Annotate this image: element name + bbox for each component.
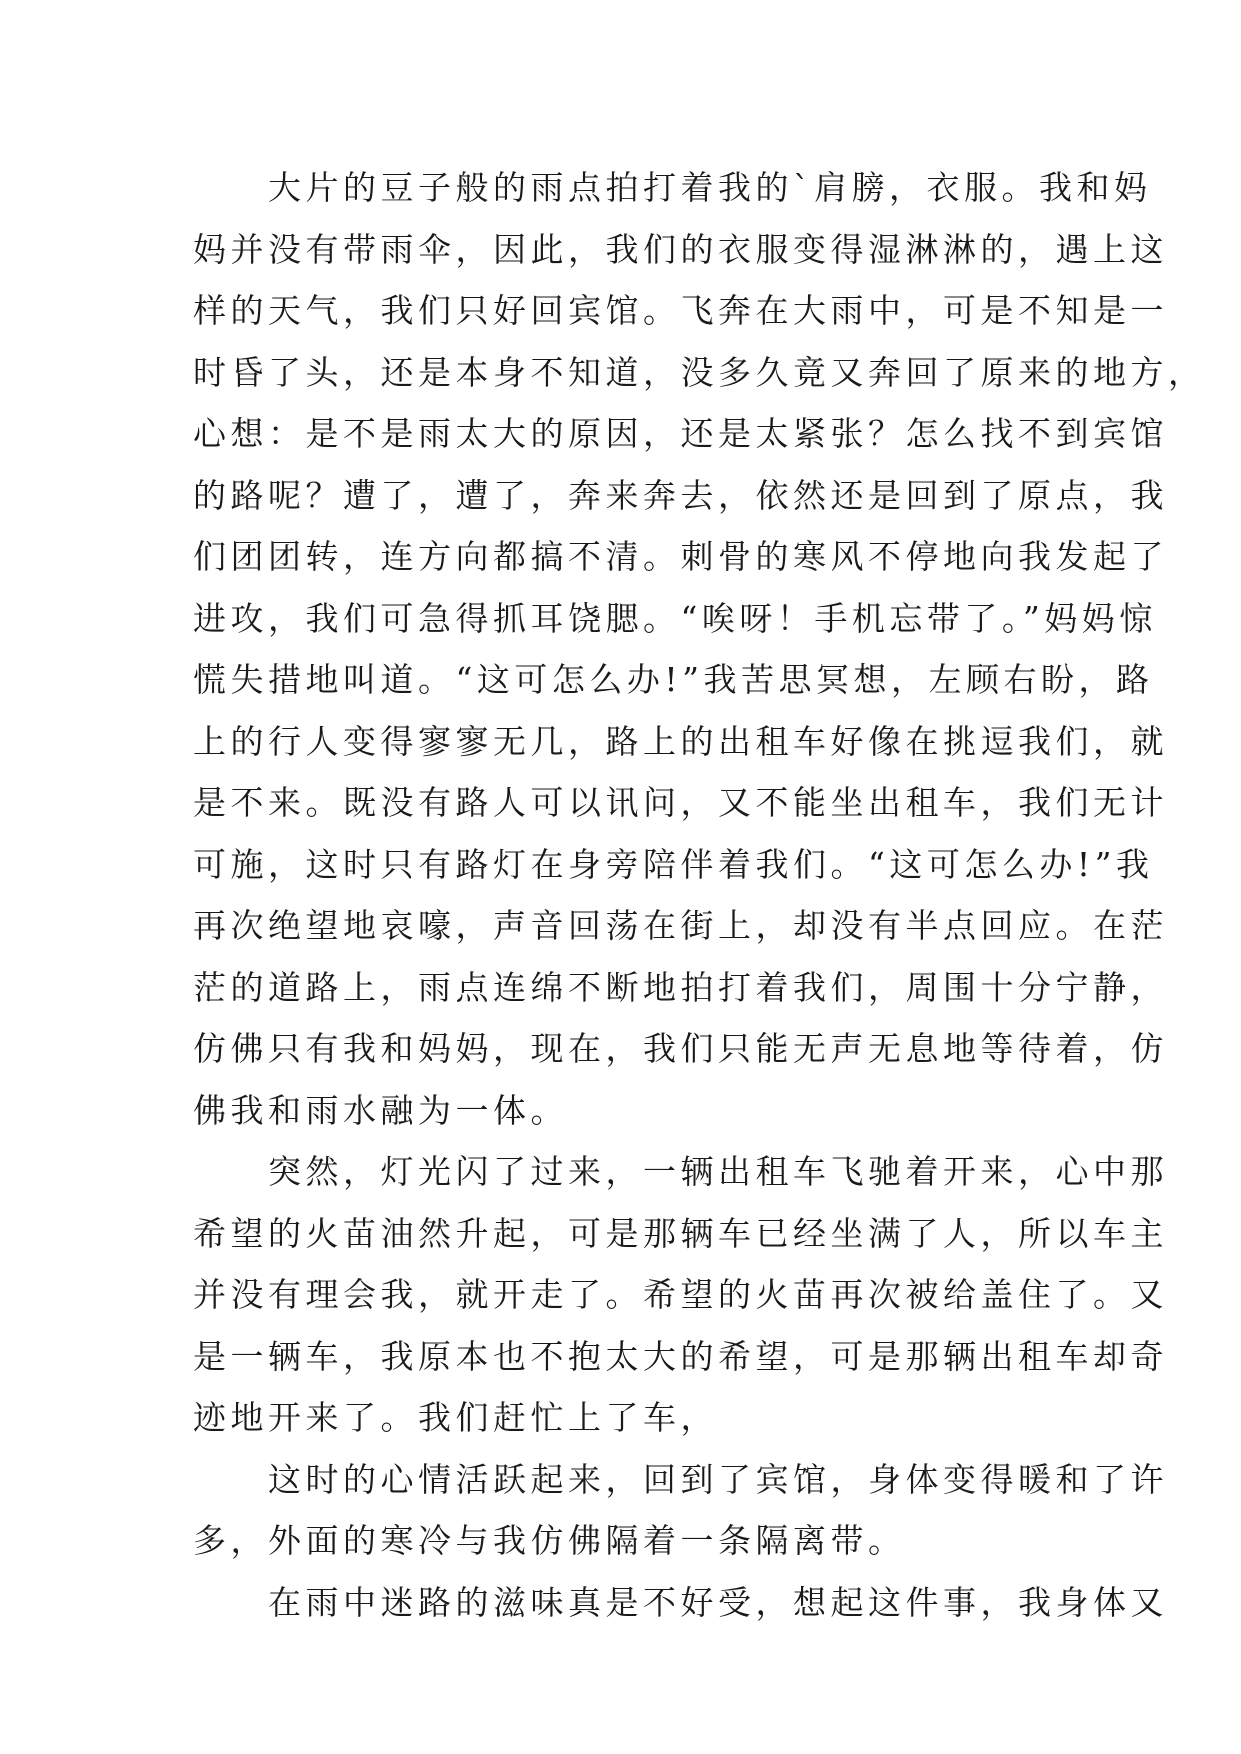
text-line: 们团团转，连方向都搞不清。刺骨的寒风不停地向我发起了 — [193, 537, 1168, 576]
text-line: 这时的心情活跃起来，回到了宾馆，身体变得暖和了许 — [193, 1459, 1168, 1499]
text-line: 是一辆车，我原本也不抱太大的希望，可是那辆出租车却奇 — [193, 1336, 1168, 1376]
text-line: 上的行人变得寥寥无几，路上的出租车好像在挑逗我们，就 — [193, 721, 1168, 761]
text-line: 大片的豆子般的雨点拍打着我的`肩膀，衣服。我和妈 — [193, 168, 1152, 207]
text-line: 的路呢？遭了，遭了，奔来奔去，依然还是回到了原点，我 — [193, 475, 1168, 515]
text-line: 迹地开来了。我们赶忙上了车， — [193, 1398, 718, 1437]
essay-body — [193, 157, 1206, 1633]
text-line: 在雨中迷路的滋味真是不好受，想起这件事，我身体又 — [193, 1582, 1168, 1622]
text-line: 妈并没有带雨伞，因此，我们的衣服变得湿淋淋的，遇上这 — [193, 229, 1168, 269]
text-line: 心想：是不是雨太大的原因，还是太紧张？怎么找不到宾馆 — [193, 414, 1168, 453]
text-line: 是不来。既没有路人可以讯问，又不能坐出租车，我们无计 — [193, 783, 1168, 822]
text-line: 仿佛只有我和妈妈，现在，我们只能无声无息地等待着，仿 — [193, 1029, 1168, 1068]
text-line: 再次绝望地哀嚎，声音回荡在街上，却没有半点回应。在茫 — [193, 906, 1168, 945]
text-line: 茫的道路上，雨点连绵不断地拍打着我们，周围十分宁静， — [193, 967, 1168, 1007]
text-line: 佛我和雨水融为一体。 — [193, 1090, 568, 1130]
text-line: 可施，这时只有路灯在身旁陪伴着我们。“这可怎么办!”我 — [193, 844, 1154, 884]
text-line: 慌失措地叫道。“这可怎么办!”我苦思冥想，左顾右盼，路 — [193, 660, 1154, 699]
text-line: 进攻，我们可急得抓耳饶腮。“唉呀！手机忘带了。”妈妈惊 — [193, 598, 1157, 638]
text-line: 时昏了头，还是本身不知道，没多久竟又奔回了原来的地方， — [193, 352, 1206, 392]
text-line: 样的天气，我们只好回宾馆。飞奔在大雨中，可是不知是一 — [193, 291, 1168, 330]
text-line: 并没有理会我，就开走了。希望的火苗再次被给盖住了。又 — [193, 1275, 1168, 1314]
text-line: 突然，灯光闪了过来，一辆出租车飞驰着开来，心中那 — [193, 1152, 1168, 1191]
text-line: 多，外面的寒冷与我仿佛隔着一条隔离带。 — [193, 1521, 906, 1560]
text-line: 希望的火苗油然升起，可是那辆车已经坐满了人，所以车主 — [193, 1213, 1168, 1253]
